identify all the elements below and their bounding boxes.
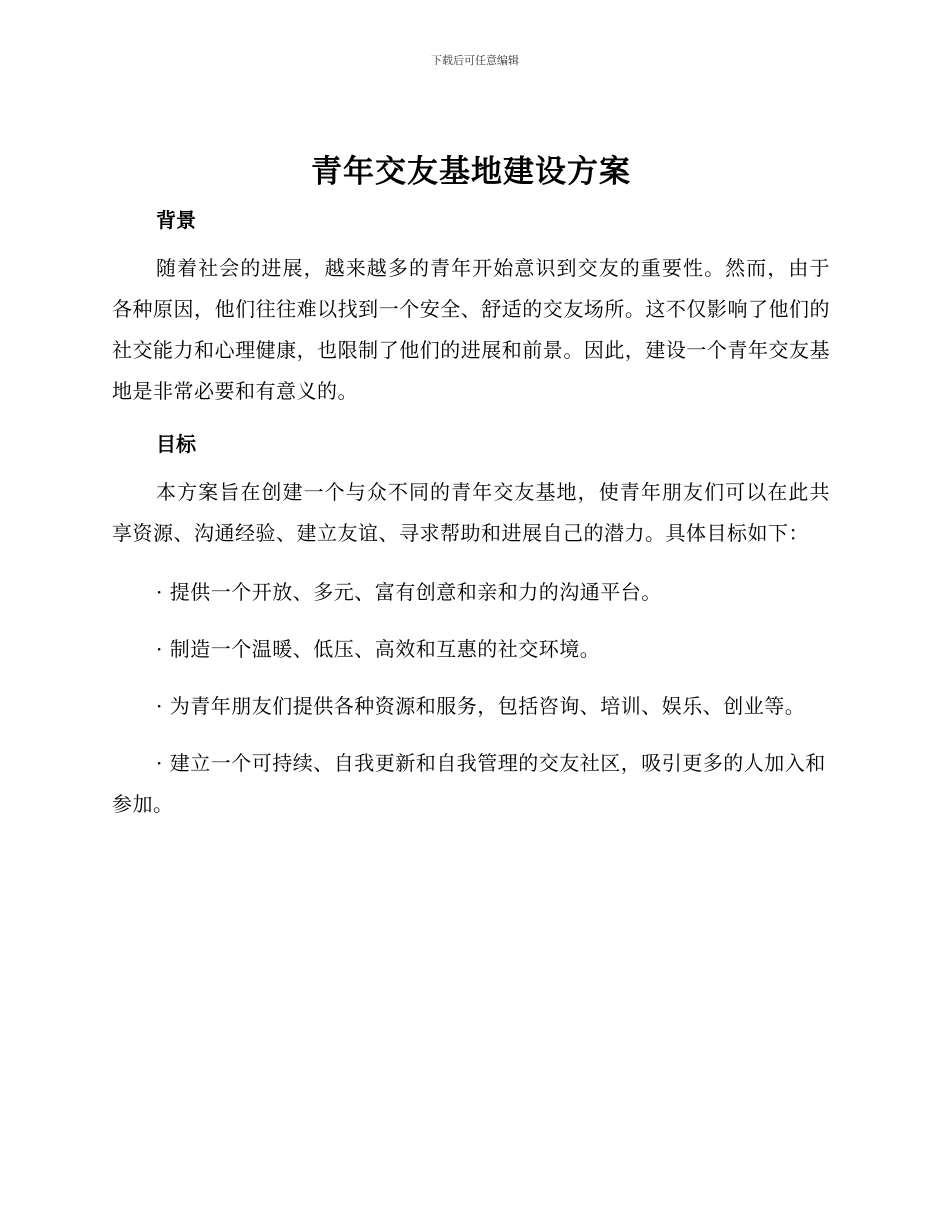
- document-body: [112, 150, 830, 841]
- goal-bullet-item: · 为青年朋友们提供各种资源和服务，包括咨询、培训、娱乐、创业等。: [156, 694, 806, 718]
- page-header-watermark: 下载后可任意编辑: [431, 54, 519, 67]
- goals-intro-paragraph: 本方案旨在创建一个与众不同的青年交友基地，使青年朋友们可以在此共享资源、沟通经验、建立友谊、寻求帮助和进展自己的潜力。具体目标如下：: [112, 480, 830, 545]
- goal-bullet-item: · 制造一个温暖、低压、高效和互惠的社交环境。: [156, 637, 601, 661]
- background-paragraph: 随着社会的进展，越来越多的青年开始意识到交友的重要性。然而，由于各种原因，他们往往难以找到一个安全、舒适的交友场所。这不仅影响了他们的社交能力和心理健康，也限制了他们的进展和前景。因此，建设一个青年交友基地是非常必要和有意义的。: [112, 256, 830, 403]
- section-heading-background: 背景: [156, 208, 196, 232]
- document-title: 青年交友基地建设方案: [311, 154, 631, 190]
- goal-bullet-item: · 建立一个可持续、自我更新和自我管理的交友社区，吸引更多的人加入和参加。: [112, 751, 826, 816]
- section-heading-goals: 目标: [156, 432, 196, 456]
- goal-bullet-item: · 提供一个开放、多元、富有创意和亲和力的沟通平台。: [156, 580, 662, 604]
